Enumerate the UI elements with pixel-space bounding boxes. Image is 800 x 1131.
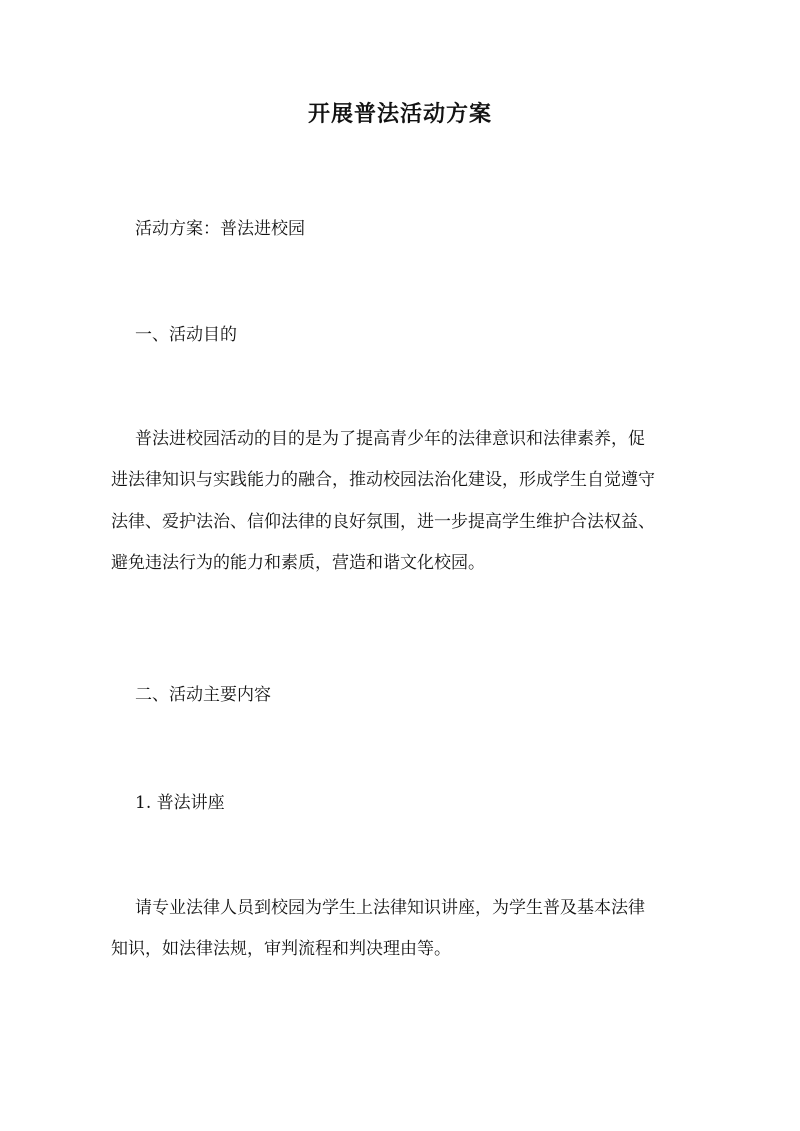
item-heading-lecture: 1. 普法讲座	[135, 793, 225, 813]
paragraph-line: 进法律知识与实践能力的融合，推动校园法治化建设，形成学生自觉遵守	[111, 470, 655, 491]
section-heading-content: 二、活动主要内容	[135, 685, 271, 705]
paragraph-purpose	[111, 419, 675, 584]
section-heading-purpose: 一、活动目的	[135, 325, 237, 345]
document-subtitle: 活动方案：普法进校园	[135, 219, 305, 239]
paragraph-line: 避免违法行为的能力和素质，营造和谐文化校园。	[111, 552, 485, 573]
paragraph-line: 请专业法律人员到校园为学生上法律知识讲座，为学生普及基本法律	[135, 898, 645, 918]
paragraph-line: 普法进校园活动的目的是为了提高青少年的法律意识和法律素养，促	[135, 429, 645, 449]
paragraph-lecture	[111, 888, 675, 971]
document-title: 开展普法活动方案	[307, 101, 492, 127]
paragraph-line: 法律、爱护法治、信仰法律的良好氛围，进一步提高学生维护合法权益、	[111, 511, 655, 532]
paragraph-line: 知识，如法律法规，审判流程和判决理由等。	[111, 939, 451, 960]
